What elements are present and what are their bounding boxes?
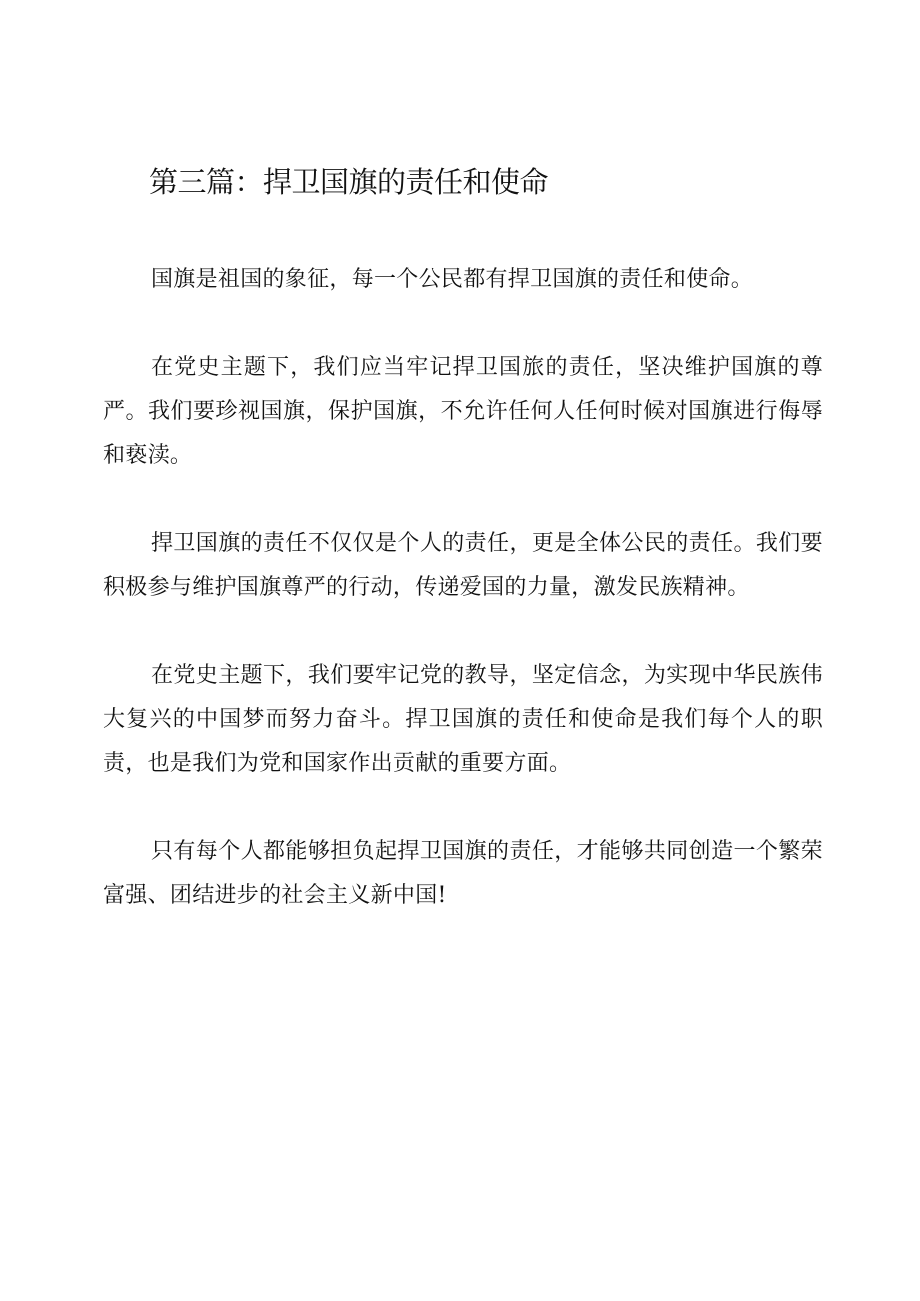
paragraph: 只有每个人都能够担负起捍卫国旗的责任，才能够共同创造一个繁荣富强、团结进步的社会主义新中国!	[103, 839, 823, 908]
paragraph: 国旗是祖国的象征，每一个公民都有捍卫国旗的责任和使命。	[151, 267, 754, 292]
paragraph: 在党史主题下，我们应当牢记捍卫国旅的责任，坚决维护国旗的尊严。我们要珍视国旗，保护国旗，不允许任何人任何时候对国旗进行侮辱和亵渎。	[103, 355, 823, 468]
paragraph: 捍卫国旗的责任不仅仅是个人的责任，更是全体公民的责任。我们要积极参与维护国旗尊严的行动，传递爱国的力量，激发民族精神。	[103, 531, 823, 600]
document-body	[103, 258, 823, 962]
document-title: 第三篇：捍卫国旗的责任和使命	[149, 165, 549, 199]
paragraph: 在党史主题下，我们要牢记党的教导，坚定信念，为实现中华民族伟大复兴的中国梦而努力奋斗。捍卫国旗的责任和使命是我们每个人的职责，也是我们为党和国家作出贡献的重要方面。	[103, 663, 823, 776]
